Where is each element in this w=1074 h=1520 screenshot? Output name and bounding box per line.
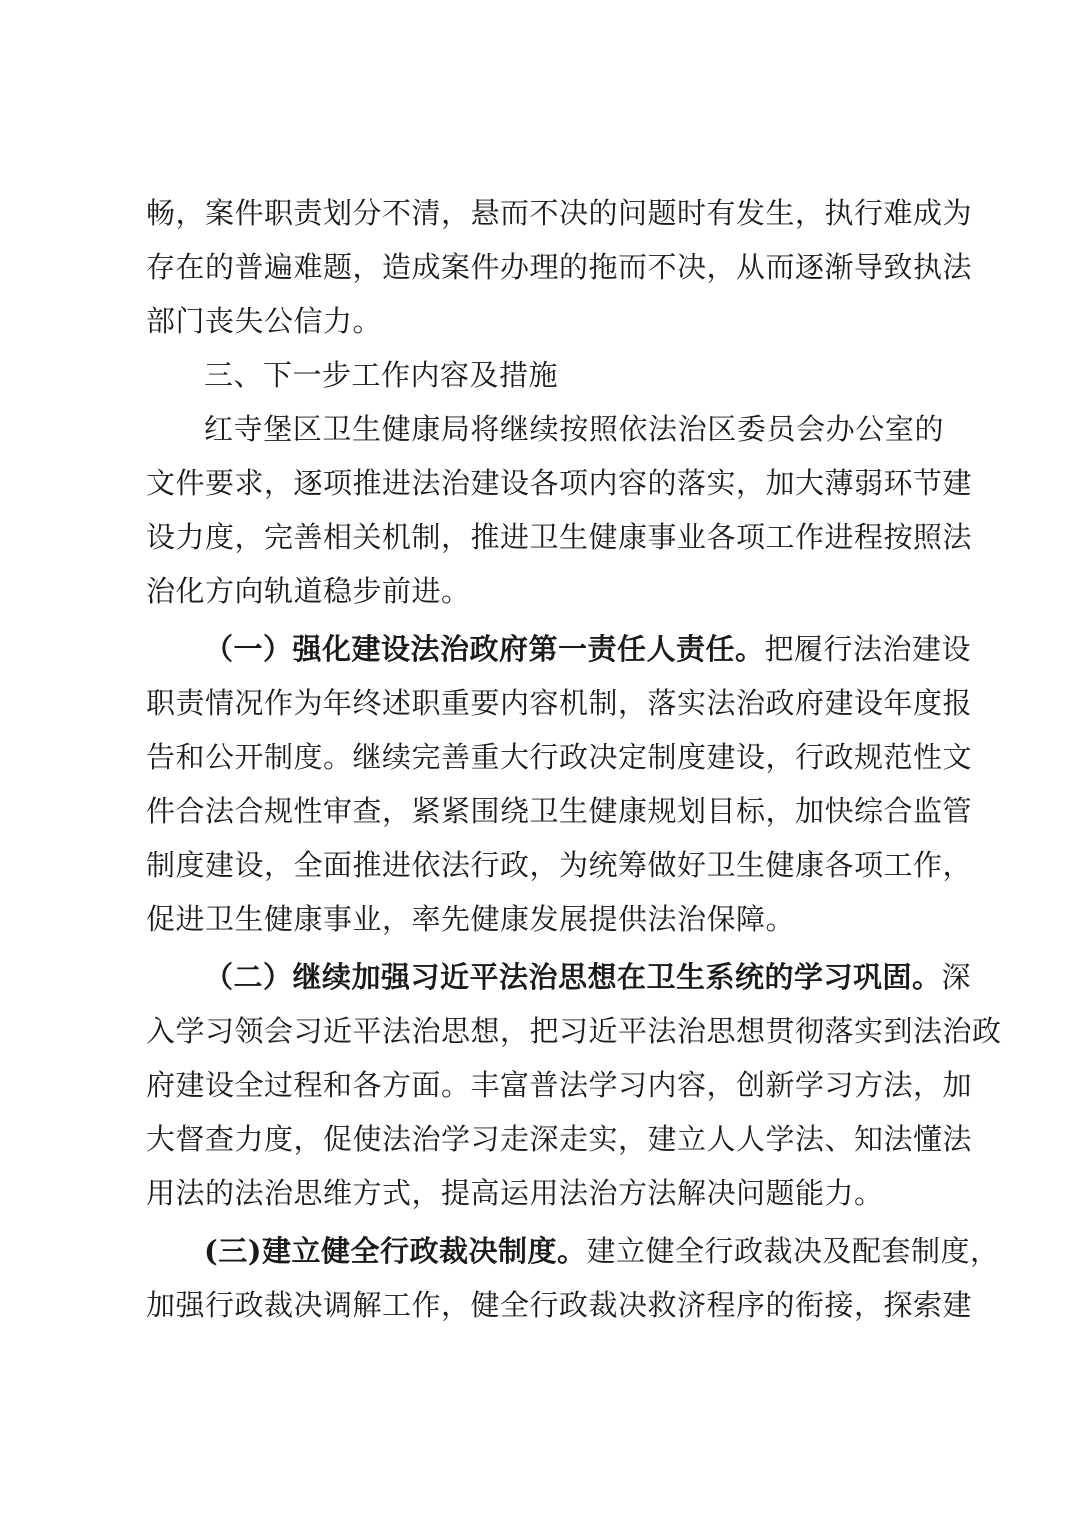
text-line: 制度建设，全面推进依法行政，为统筹做好卫生健康各项工作， (146, 848, 973, 882)
text-line: 告和公开制度。继续完善重大行政决定制度建设，行政规范性文 (146, 740, 973, 774)
text-line: 畅，案件职责划分不清，悬而不决的问题时有发生，执行难成为 (146, 196, 973, 230)
item-heading: （二）继续加强习近平法治思想在卫生系统的学习巩固。 (204, 960, 942, 994)
text-line: 红寺堡区卫生健康局将继续按照依法治区委员会办公室的 (204, 412, 944, 446)
item-text: 建立健全行政裁决及配套制度， (586, 1234, 1000, 1268)
text-line: 加强行政裁决调解工作，健全行政裁决救济程序的衔接，探索建 (146, 1288, 973, 1322)
paragraph-intro (146, 402, 973, 618)
section-heading: 三、下一步工作内容及措施 (204, 358, 559, 392)
text-line (146, 950, 972, 1004)
text-line: 大督查力度，促使法治学习走深走实，建立人人学法、知法懂法 (146, 1122, 973, 1156)
text-line: 促进卫生健康事业，率先健康发展提供法治保障。 (146, 902, 796, 936)
text-line: 文件要求，逐项推进法治建设各项内容的落实，加大薄弱环节建 (146, 466, 973, 500)
item-heading: （一）强化建设法治政府第一责任人责任。 (204, 632, 765, 666)
item-text: 把履行法治建设 (764, 632, 972, 666)
text-line: 府建设全过程和各方面。丰富普法学习内容，创新学习方法，加 (146, 1068, 973, 1102)
item-text: 深 (941, 960, 972, 994)
text-line: 存在的普遍难题，造成案件办理的拖而不决，从而逐渐导致执法 (146, 250, 973, 284)
item-heading: (三)建立健全行政裁决制度。 (204, 1234, 587, 1268)
text-line: 用法的法治思维方式，提高运用法治方法解决问题能力。 (146, 1176, 884, 1210)
paragraph-item-3 (146, 1224, 1000, 1332)
paragraph-item-2 (146, 950, 1002, 1220)
text-line: 入学习领会习近平法治思想，把习近平法治思想贯彻落实到法治政 (146, 1014, 1002, 1048)
paragraph-item-1 (146, 622, 973, 946)
text-line (146, 622, 972, 676)
text-line (146, 1224, 1000, 1278)
paragraph-continuation (146, 186, 973, 348)
text-line: 治化方向轨道稳步前进。 (146, 574, 471, 608)
text-line: 件合法合规性审查，紧紧围绕卫生健康规划目标，加快综合监管 (146, 794, 973, 828)
text-line: 部门丧失公信力。 (146, 304, 383, 338)
document-body (146, 186, 1002, 1332)
text-line: 设力度，完善相关机制，推进卫生健康事业各项工作进程按照法 (146, 520, 973, 554)
text-line: 职责情况作为年终述职重要内容机制，落实法治政府建设年度报 (146, 686, 973, 720)
